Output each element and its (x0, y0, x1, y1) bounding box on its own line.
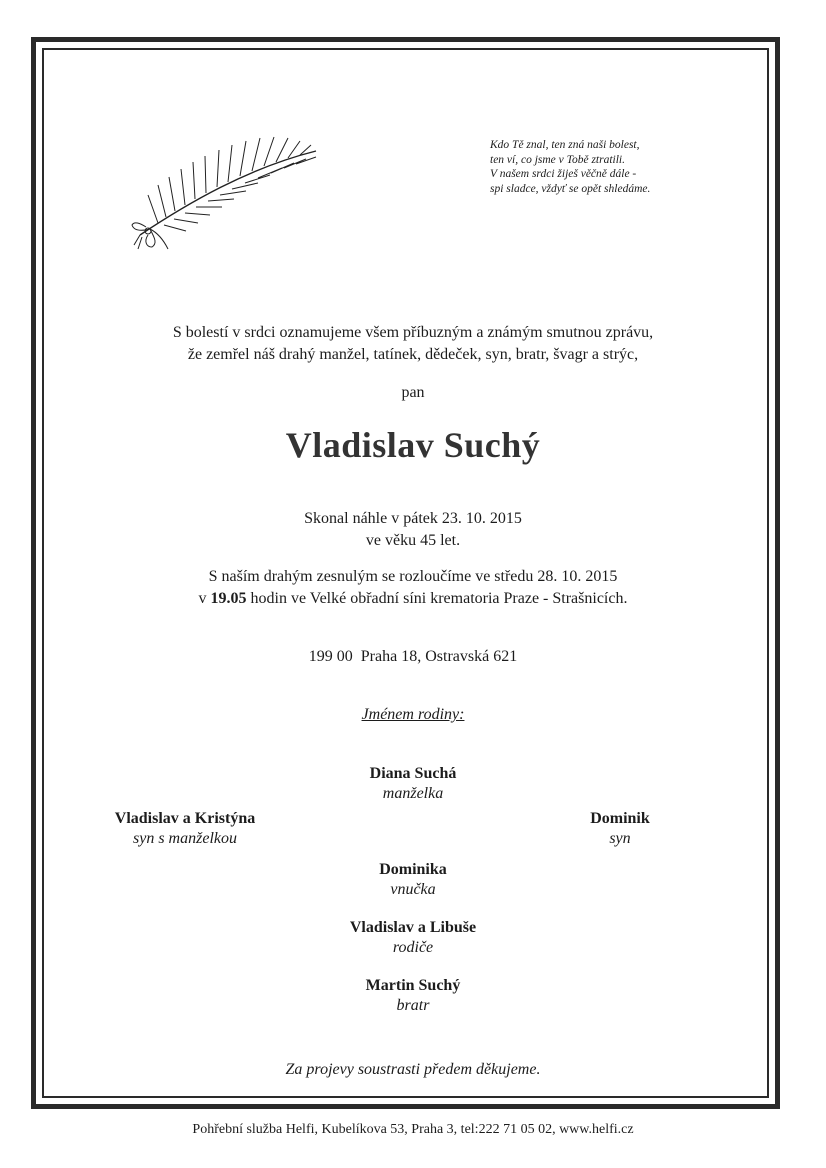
son-relation: syn (609, 830, 631, 847)
family-son-right (560, 809, 680, 849)
ceremony-time: 19.05 (210, 590, 247, 607)
funeral-service-footer: Pohřební služba Helfi, Kubelíkova 53, Praha 3, tel:222 71 05 02, www.helfi.cz (192, 1122, 634, 1137)
announcement-line-1: S bolestí v srdci oznamujeme všem příbuzným a známým smutnou zprávu, (172, 324, 654, 341)
palm-branch-icon (128, 133, 324, 251)
poem-line: Kdo Tě znal, ten zná naši bolest, (490, 139, 640, 151)
poem-line: V našem srdci žiješ věčně dále - (490, 168, 637, 180)
death-info (0, 508, 826, 552)
ceremony-prefix: v (198, 590, 207, 607)
son-name: Dominik (590, 810, 650, 827)
deceased-name: Vladislav Suchý (285, 425, 541, 465)
family-parents (0, 918, 826, 958)
granddaughter-relation: vnučka (390, 881, 436, 898)
granddaughter-name: Dominika (379, 861, 447, 878)
poem-line: spi sladce, vždyť se opět shledáme. (490, 182, 651, 195)
address: 199 00 Praha 18, Ostravská 621 (308, 648, 518, 665)
family-heading: Jménem rodiny: (361, 706, 465, 723)
family-brother (0, 976, 826, 1016)
parents-name: Vladislav a Libuše (349, 919, 477, 936)
ceremony-line-2 (0, 588, 826, 610)
title-pan: pan (401, 384, 425, 401)
family-granddaughter (0, 860, 826, 900)
family-son-left (100, 809, 270, 849)
son-couple-name: Vladislav a Kristýna (114, 810, 256, 827)
ceremony-place: hodin ve Velké obřadní síni krematoria Praze - Strašnicích. (250, 590, 628, 607)
memorial-poem (490, 138, 720, 196)
ceremony-line-1: S naším drahým zesnulým se rozloučíme ve středu 28. 10. 2015 (208, 568, 618, 585)
spouse-relation: manželka (382, 785, 444, 802)
announcement-line-2: že zemřel náš drahý manžel, tatínek, dědeček, syn, bratr, švagr a strýc, (187, 346, 639, 363)
thanks-line: Za projevy soustrasti předem děkujeme. (285, 1061, 541, 1078)
death-date-line: Skonal náhle v pátek 23. 10. 2015 (304, 510, 522, 527)
poem-line: ten ví, co jsme v Tobě ztratili. (490, 153, 626, 166)
son-couple-relation: syn s manželkou (133, 830, 237, 847)
age-line: ve věku 45 let. (365, 532, 461, 549)
spouse-name: Diana Suchá (369, 765, 457, 782)
brother-name: Martin Suchý (365, 977, 461, 994)
family-spouse (0, 764, 826, 804)
ceremony-info (0, 566, 826, 610)
parents-relation: rodiče (392, 939, 434, 956)
announcement-text (0, 322, 826, 366)
brother-relation: bratr (396, 997, 430, 1014)
